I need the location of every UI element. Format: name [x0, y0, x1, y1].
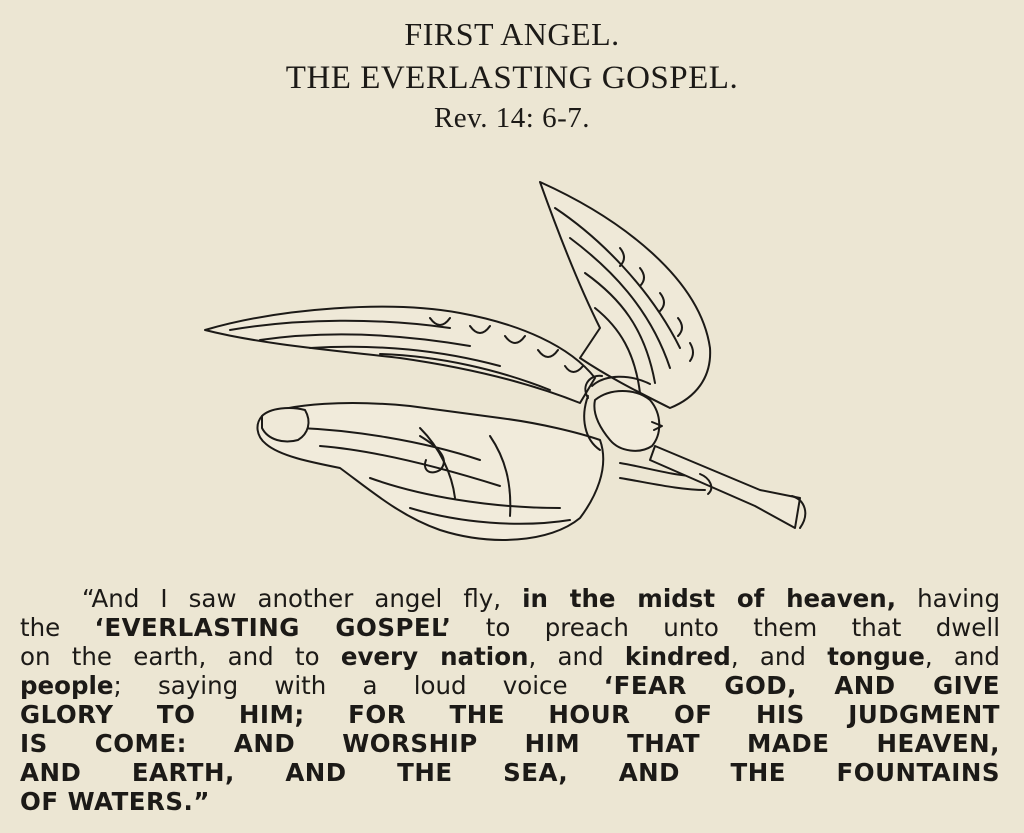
passage-text: ; saying with a loud voice [113, 671, 604, 700]
passage-emphasis: in the midst of heaven, [522, 584, 897, 613]
passage-line-2 [20, 614, 1000, 642]
passage-text: on the earth, and to [20, 642, 341, 671]
passage-emphasis: ‘FEAR GOD, AND GIVE [603, 671, 1000, 700]
flying-angel-with-trumpet-icon [200, 178, 812, 550]
passage-text: having [896, 584, 1001, 613]
passage-line-1 [20, 585, 1000, 613]
scripture-reference: Rev. 14: 6-7. [433, 102, 591, 134]
passage-line-8: OF WATERS.” [20, 787, 210, 816]
passage-line-5: GLORY TO HIM; FOR THE HOUR OF HIS JUDGMENT [20, 700, 1000, 729]
passage-text: the [20, 613, 95, 642]
passage-text: , and [730, 642, 828, 671]
passage-line-6: IS COME: AND WORSHIP HIM THAT MADE HEAVEN, [20, 729, 1000, 758]
passage-emphasis: ‘EVERLASTING GOSPEL’ [94, 613, 452, 642]
passage-text: , and [528, 642, 625, 671]
passage-line-7: AND EARTH, AND THE SEA, AND THE FOUNTAINS [20, 758, 1000, 787]
passage-emphasis: tongue [827, 642, 925, 671]
page-title: FIRST ANGEL. [404, 16, 620, 52]
page-subtitle: THE EVERLASTING GOSPEL. [285, 60, 739, 96]
passage-emphasis: people [20, 671, 114, 700]
passage-text: , and [924, 642, 1000, 671]
passage-line-4 [20, 672, 1000, 700]
passage-text: to preach unto them that dwell [451, 613, 1000, 642]
passage-text: “And I saw another angel fly, [82, 584, 523, 613]
passage-emphasis: kindred [624, 642, 731, 671]
passage-line-3 [20, 643, 1000, 671]
passage-emphasis: every nation [340, 642, 529, 671]
